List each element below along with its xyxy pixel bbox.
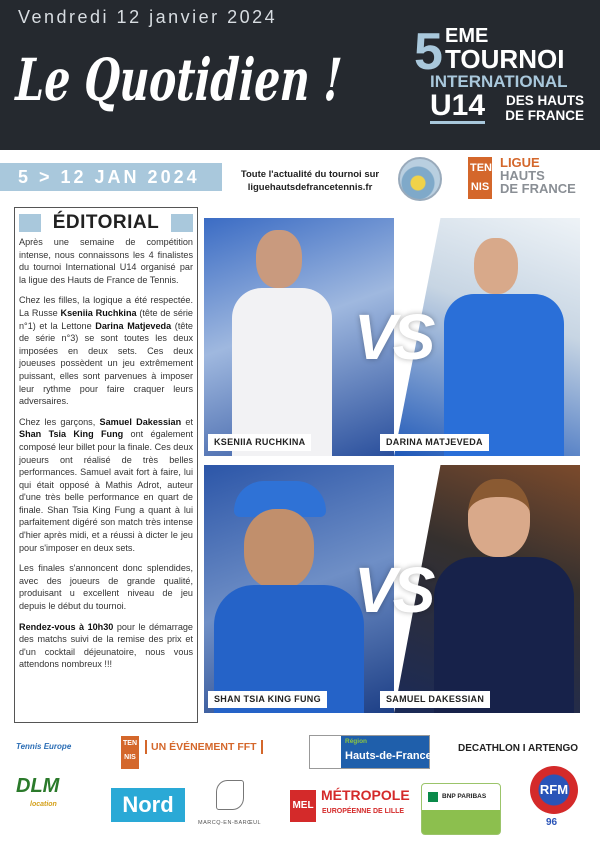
editorial-paragraph bbox=[19, 294, 193, 407]
versus-label: VS bbox=[354, 554, 432, 626]
masthead bbox=[0, 0, 600, 150]
fft-logo: UN ÉVÉNEMENT FFT bbox=[145, 740, 263, 754]
tournament-international: INTERNATIONAL bbox=[430, 72, 568, 91]
dlm-subtitle: location bbox=[30, 801, 57, 808]
bnp-stars-icon bbox=[428, 792, 438, 802]
region-hdf-logo bbox=[309, 735, 430, 769]
region-line: DES HAUTS bbox=[505, 93, 584, 108]
highlighted-text: Rendez-vous à 10h30 bbox=[19, 621, 114, 632]
rfm-frequency: 96 bbox=[546, 817, 558, 828]
player-figure bbox=[244, 509, 314, 589]
paragraph-text: pour le démarrage des matchs suivi de la remise des prix et d'un cocktail déjeunatoire, nous vous attendons nombreux !!! bbox=[19, 621, 193, 670]
editorial-paragraph bbox=[19, 621, 193, 671]
region-line: DE FRANCE bbox=[505, 108, 584, 123]
nord-logo: Nord bbox=[111, 788, 185, 822]
editorial-header bbox=[19, 212, 193, 236]
player-figure bbox=[444, 294, 564, 456]
mel-subtitle: EUROPÉENNE DE LILLE bbox=[322, 808, 405, 815]
ligue-line: DE FRANCE bbox=[500, 181, 576, 196]
highlighted-text: Kseniia Ruchkina bbox=[60, 307, 137, 318]
tennis-europe-junior-tour-logo bbox=[398, 157, 442, 201]
badge-text: NIS bbox=[470, 181, 490, 193]
badge-text: TEN bbox=[123, 740, 137, 747]
bnp-text: BNP PARIBAS bbox=[442, 793, 487, 800]
tournament-region bbox=[490, 93, 584, 123]
highlighted-text: Shan Tsia King Fung bbox=[19, 429, 124, 440]
badge-text: NIS bbox=[124, 754, 136, 761]
tournament-logo bbox=[414, 23, 586, 126]
paragraph-text: (tête de série n°1) et la Lettone bbox=[19, 307, 193, 331]
badge-text: TEN bbox=[470, 162, 492, 174]
player-name: KSENIIA RUCHKINA bbox=[208, 434, 311, 451]
paragraph-text: Chez les filles, la logique a été respectée. La Russe bbox=[19, 295, 193, 318]
boys-final-photo bbox=[204, 465, 580, 713]
paragraph-text: et bbox=[181, 416, 193, 427]
paragraph-text: Les finales s'annoncent donc splendides, avec des joueurs de grande qualité, produisant u excellent niveau de jeu depuis le début du tournoi. bbox=[19, 563, 193, 612]
rfm-logo: RFM bbox=[530, 766, 578, 814]
bnp-paribas-logo bbox=[421, 783, 501, 835]
editorial-paragraph bbox=[19, 236, 193, 286]
editorial-title: ÉDITORIAL bbox=[52, 212, 160, 233]
tournament-dates: 5 > 12 JAN 2024 bbox=[0, 163, 222, 191]
editorial-paragraph bbox=[19, 562, 193, 612]
editorial-body bbox=[19, 236, 193, 671]
fft-tennis-badge bbox=[121, 736, 139, 769]
girls-final-photo bbox=[204, 218, 580, 456]
ligue-logo bbox=[500, 156, 576, 195]
player-name: SAMUEL DAKESSIAN bbox=[380, 691, 490, 708]
info-text: Toute l'actualité du tournoi sur bbox=[240, 169, 380, 180]
issue-date: Vendredi 12 janvier 2024 bbox=[18, 7, 278, 27]
paragraph-text: ont également composé leur billet pour la finale. Ces deux joueurs ont réalisé de très belles performances. Samuel avait fort à faire, lui qui était opposé à Mathis Adrot, auteur d'une très belle performance en quart de finale. Shan Tsia King Fung a quant à lui parfaitement digéré son match très intense d'hier après midi, et a réussi à dicter le jeu pour s'imposer en deux sets. bbox=[19, 429, 193, 553]
editorial-paragraph bbox=[19, 416, 193, 555]
editorial-box bbox=[14, 207, 198, 723]
tournament-word: TOURNOI bbox=[445, 44, 565, 74]
player-figure bbox=[468, 479, 530, 557]
tennis-badge-logo bbox=[468, 157, 492, 199]
paragraph-text: Après une semaine de compétition intense, nous connaissons les 4 finalistes du tournoi International U14 organisé par la ligue des Hauts de France de Tennis. bbox=[19, 237, 193, 285]
player-figure bbox=[434, 557, 574, 713]
paragraph-text: (tête de série n°3) se sont toutes les deux imposées en deux sets. Ces deux joueuses possèdent un jeu extrêmement puissant, elles sont parvenues à imposer leur rythme pour faire craquer leurs adversaires. bbox=[19, 320, 193, 407]
newsletter-title: Le Quotidien ! bbox=[14, 46, 344, 114]
versus-label: VS bbox=[354, 301, 432, 373]
highlighted-text: Samuel Dakessian bbox=[99, 416, 182, 427]
region-text: Hauts-de-France bbox=[345, 750, 432, 762]
player-figure bbox=[256, 230, 302, 288]
tennis-europe-logo: Tennis Europe bbox=[16, 742, 72, 751]
player-figure bbox=[474, 238, 518, 294]
tournament-category: U14 bbox=[430, 89, 486, 122]
horse-icon bbox=[216, 780, 244, 810]
highlighted-text: Darina Matjeveda bbox=[95, 320, 172, 331]
mel-logo: MÉTROPOLE bbox=[321, 787, 410, 803]
dlm-location-logo: DLM bbox=[16, 775, 60, 797]
mel-badge: MEL bbox=[290, 790, 316, 822]
player-name: DARINA MATJEVEDA bbox=[380, 434, 489, 451]
website-link[interactable]: liguehautsdefrancetennis.fr bbox=[247, 182, 373, 193]
tournament-edition-suffix: EME bbox=[445, 25, 489, 47]
marcq-en-baroeul-logo: MARCQ-EN-BARŒUL bbox=[198, 820, 262, 826]
paragraph-text: Chez les garçons, bbox=[19, 416, 100, 427]
tournament-edition: 5 bbox=[414, 23, 443, 81]
website-info bbox=[230, 168, 390, 194]
ligue-line: LIGUE bbox=[500, 155, 540, 170]
region-small-text: Région bbox=[345, 738, 368, 745]
player-figure bbox=[232, 288, 332, 456]
player-name: SHAN TSIA KING FUNG bbox=[208, 691, 327, 708]
ligue-line: HAUTS bbox=[500, 168, 545, 183]
decathlon-artengo-logo: DECATHLON I ARTENGO bbox=[458, 743, 578, 754]
